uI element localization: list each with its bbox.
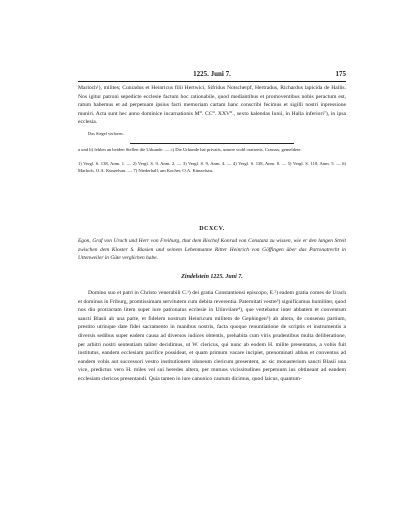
footnotes: 1) Vergl. S. 138, Anm. 1. — 2) Vergl. S. 9, Anm. 2. — 3) Vergl. S. 9, Anm. 4. — 4) Vergl. S. 138, Anm. 8. — 5) Vergl. S. 118, Anm. 5. — 6) Marloch, O.A. Künzelsau. — 7) Niederhall, am Kocher, O.A. Künzelsau.: [78, 161, 346, 173]
top-paragraph: Marloch¹), milites; Cunradus et Heinricus filii Hertwici, Sifridus Notscherpf, Hertradus, Richardus lapicida de Hallis. Nos igitur patroni sepedicte ecclesie factum hoc rationabile, quod mediantibus et promoventibus nobis peractum est, ratum habemus et ad perpetuam ipsius facti memoriam cartam hanc conscribi fecimus et sigilli nostri inpressione muniri. Acta sunt hec anno dominice incarnationis M⁰. CC⁰. XXV⁰., sexto kalendas Iunii, in Halla inferiori⁷), in ipsa ecclesia.: [78, 85, 346, 126]
running-header: [78, 70, 346, 80]
page-number: 175: [335, 70, 346, 78]
document-summary: Egon, Graf von Urach und Herr von Freiburg, thut dem Bischof Konrad von Constanz zu wissen, wie er den langen Streit zwischen dem Kloster S. Blasien und seinem Lehenmanne Ritter Heinrich von Göffingen über das Patronatrecht in Uttenweiler in Güte verglichen habe.: [78, 238, 346, 262]
document-number: DCXCV.: [199, 226, 225, 232]
seal-note: Das Siegel verloren.: [88, 131, 124, 136]
footnote-separator: [130, 143, 294, 144]
footnote-variants: a und b) fehlen an beiden Stellen die Urkunde. — c) Die Urkunde hat privatis, unsere wohl orationis. Crassus, gemeldete.: [78, 147, 302, 152]
header-date: 1225. Juni 7.: [193, 70, 231, 78]
document-dateline: Zindelstein 1225. Juni 7.: [181, 274, 243, 280]
header-rule: [78, 81, 346, 82]
main-text: Domino suo et patri in Christo venerabili C.¹) dei gratia Constantiensi episcopo, E.²) eadem gratia comes de Urach et dominus in Friburg, promtissimam servitutem cum debita reverentia. Paternitati vestre³) significamus humiliter, quod nos diu protractam litem super iure patronatus ecclesie in Utinvilare⁴), que vertebatur inter abbatem et conventum sancti Blasii ab una parte, et fidelem nostrum Heinricum militem de Gephingen⁵) ab altera, de consensu partium, prestito utrinque date fidei sacramento in manibus nostris, facta quoque renuntiatione de scriptis et instrumentis a diversis sedibus super eadem causa ad diversos iudices obtentis, prehabita cum viris prudentibus multa deliberatione, per arbitri nostri sententiam taliter decidimus, ut W. clericus, qui nunc ab eodem H. milite presentatus, a vobis fuit institutus, eandem ecclesiam pacifice possideat, et quam primum vacare incipiet, prenominati abbas et conventus ad eandem vobis aut successori vestro institutionem idoneum clericum presentent, ac sic monasterium sancti Blasii una vice, predictus vero H. miles vel sui heredes altera, per mutuos vicissitudines perpetuum ius obtineant ad eandem ecclesiam clericos presentandi. Quia tamen in iure canonico cautum dicimus, quod laicus, quantum-: [78, 290, 346, 382]
